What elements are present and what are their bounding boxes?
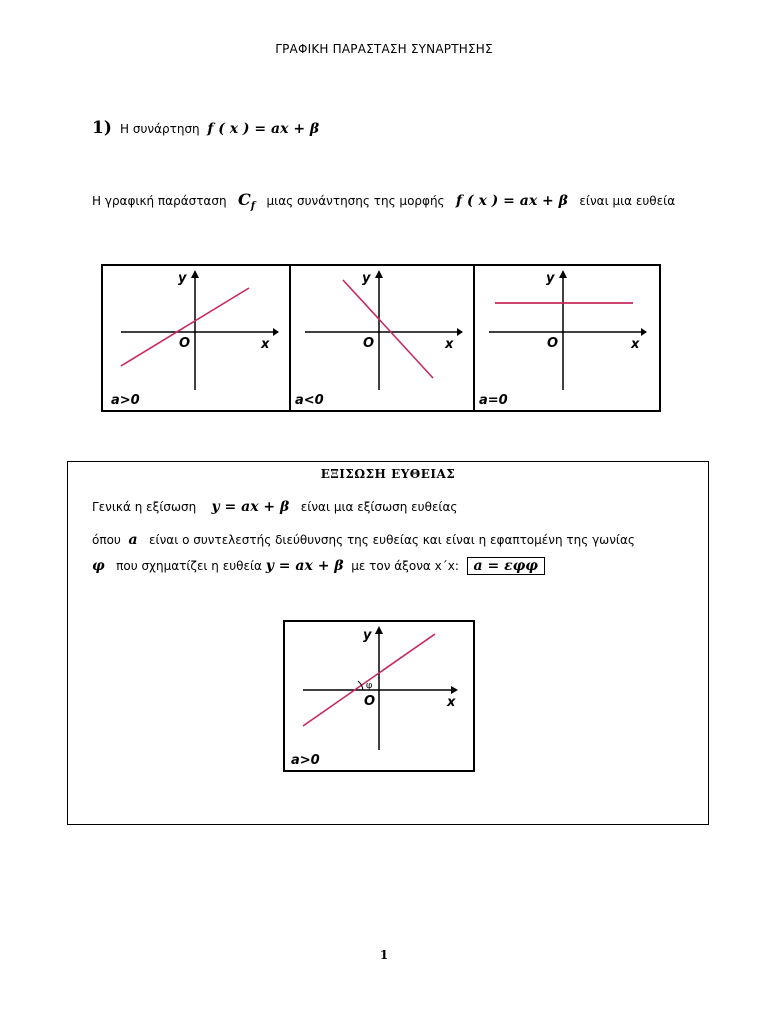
- section-intro-text: Η συνάρτηση: [120, 122, 200, 136]
- section-number: 1): [92, 118, 112, 138]
- box-title: ΕΞΙΣΩΣΗ ΕΥΘΕΙΑΣ: [320, 467, 456, 481]
- cf-symbol: $C_f$: [238, 190, 256, 213]
- figure-origin-label: O: [364, 694, 376, 709]
- case-label-negative: a<0: [295, 393, 324, 408]
- line-positive-slope: [121, 288, 249, 366]
- graph-case-negative: [295, 270, 463, 408]
- definition-line: [92, 190, 675, 212]
- x-axis-label: x: [631, 337, 640, 352]
- angle-figure: [283, 620, 475, 772]
- definition-formula: f ( x ) = ax + β: [456, 193, 568, 209]
- tangent-equation-boxed: a = εφφ: [467, 557, 545, 575]
- x-axis-label: x: [261, 337, 270, 352]
- box-line-slope-definition: όπου a είναι ο συντελεστής διεύθυνσης της ευθείας και είναι η εφαπτομένη της γωνίας: [92, 532, 635, 548]
- origin-label: O: [179, 336, 191, 351]
- section-heading: [120, 121, 319, 137]
- figure-x-label: x: [447, 695, 456, 710]
- phi-symbol: φ: [92, 558, 105, 574]
- y-axis-label: y: [362, 271, 371, 286]
- y-axis-label: y: [546, 271, 555, 286]
- definition-text-b: μιας συνάντησης της μορφής: [266, 194, 445, 208]
- angle-figure-svg: [285, 622, 473, 770]
- y-axis-label: y: [178, 271, 187, 286]
- x-axis-label: x: [445, 337, 454, 352]
- page-number: 1: [379, 948, 389, 962]
- box-line-general-equation: Γενικά η εξίσωση y = ax + β είναι μια εξίσωση ευθείας: [92, 499, 458, 515]
- angle-label: φ: [366, 681, 373, 691]
- origin-label: O: [363, 336, 375, 351]
- line-negative-slope: [343, 280, 433, 378]
- definition-text-a: Η γραφική παράσταση: [92, 194, 227, 208]
- case-label-positive: a>0: [111, 393, 140, 408]
- graphs-svg: [103, 266, 659, 410]
- graph-case-zero: [479, 270, 647, 408]
- origin-label: O: [547, 336, 559, 351]
- page-header-title: ΓΡΑΦΙΚΗ ΠΑΡΑΣΤΑΣΗ ΣΥΝΑΡΤΗΣΗΣ: [275, 42, 493, 56]
- graph-case-positive: [111, 270, 279, 408]
- box-line-angle: φ που σχηματίζει η ευθεία y = ax + β με τον άξονα x΄x: a = εφφ: [92, 557, 545, 575]
- figure-y-label: y: [363, 628, 372, 643]
- angle-line-formula: y = ax + β: [265, 558, 344, 574]
- case-label-zero: a=0: [479, 393, 508, 408]
- figure-case-label: a>0: [291, 753, 320, 768]
- alpha-symbol: a: [128, 532, 138, 548]
- figure-line: [303, 634, 435, 726]
- section-formula: f ( x ) = ax + β: [207, 121, 320, 137]
- general-equation-formula: y = ax + β: [211, 499, 290, 515]
- definition-text-c: είναι μια ευθεία: [579, 194, 676, 208]
- graphs-panel: [101, 264, 661, 412]
